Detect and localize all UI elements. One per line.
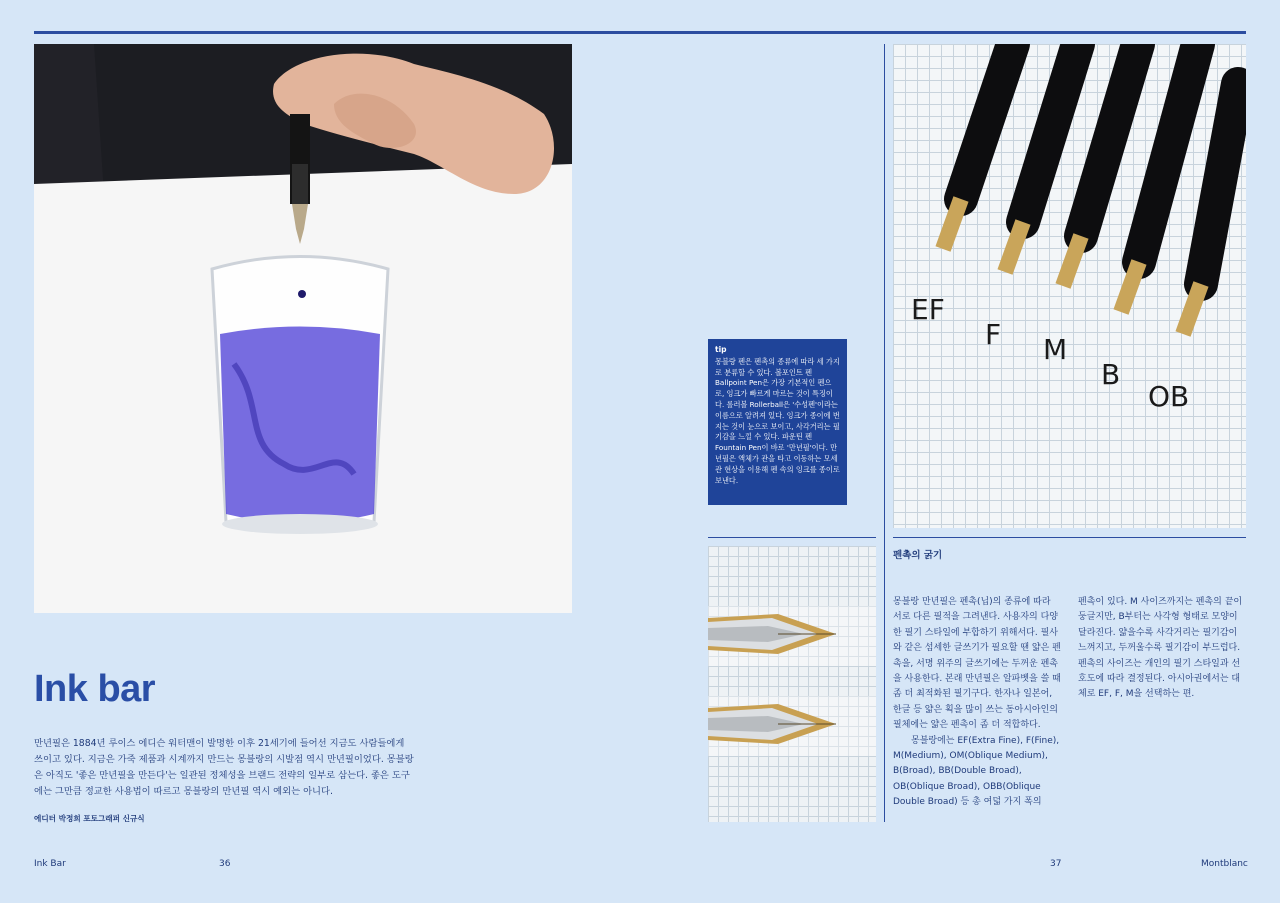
- column-divider: [884, 44, 885, 822]
- nib-label-m: M: [1043, 333, 1068, 366]
- pen-nib: [1121, 262, 1139, 312]
- nib-label-ef: EF: [911, 293, 945, 326]
- nib-label-f: F: [985, 318, 1002, 351]
- page-number-left: 36: [219, 859, 231, 869]
- pen-body: [1201, 84, 1238, 284]
- nib-label-b: B: [1101, 358, 1121, 391]
- nib-label-ob: OB: [1148, 380, 1190, 413]
- credits: 에디터 박정희 포토그래퍼 신규식: [34, 814, 145, 823]
- tip-label: tip: [715, 345, 727, 354]
- footer-right-label: Montblanc: [1201, 859, 1248, 869]
- ink-glass-photo: [34, 44, 572, 613]
- body-paragraph-2: 몽블랑에는 EF(Extra Fine), F(Fine), M(Medium), OM(Oblique Medium), B(Broad), BB(Double Broad), OB(Oblique Broad), OBB(Oblique Double Broad) 등 총 여덟 가지 폭의: [893, 735, 1060, 808]
- pen-body: [961, 44, 1013, 199]
- divider-left: [708, 537, 876, 538]
- pen-body: [1139, 44, 1198, 262]
- footer-left-label: Ink Bar: [34, 859, 66, 869]
- pen-body: [1081, 44, 1138, 236]
- pen-nib: [1063, 236, 1081, 286]
- divider-right: [893, 537, 1246, 538]
- page-number-right: 37: [1050, 859, 1062, 869]
- pen-body: [1023, 44, 1078, 222]
- pen-nib: [1005, 222, 1023, 272]
- tip-box: [708, 339, 847, 505]
- body-column-2: 펜촉이 있다. M 사이즈까지는 펜촉의 끝이 둥글지만, B부터는 사각형 형태로 모양이 달라진다. 얇을수록 사각거리는 필기감이 느껴지고, 두꺼울수록 필기감이 부드럽다. 펜촉의 사이즈는 개인의 필기 스타일과 선호도에 따라 결정된다. 아시아권에서는 대체로 EF, F, M을 선택하는 편.: [1078, 597, 1243, 700]
- tip-text: 몽블랑 펜은 펜촉의 종류에 따라 세 가지로 분류할 수 있다. 볼포인트 펜 Ballpoint Pen은 가장 기본적인 펜으로, 잉크가 빠르게 마르는 것이 특징이다. 롤러볼 Rollerball은 '수성펜'이라는 이름으로 알려져 있다. 잉크가 종이에 번지는 것이 눈으로 보이고, 사각거리는 필기감을 느낄 수 있다. 파운틴 펜 Fountain Pen이 바로 '만년필'이다. 만년필은 액체가 관을 타고 이동하는 모세관 현상을 이용해 펜 속의 잉크를 종이로 보낸다.: [715, 356, 840, 485]
- body-column-1: [893, 595, 1061, 811]
- intro-paragraph: 만년필은 1884년 루이스 에디슨 워터맨이 발명한 이후 21세기에 들어선 지금도 사람들에게 쓰이고 있다. 지금은 가죽 제품과 시계까지 만드는 몽블랑의 시발점 역시 만년필이었다. 몽블랑은 아직도 '좋은 만년필을 만든다'는 일관된 정체성을 브랜드 전략의 일부로 삼는다. 좋은 도구에는 그만큼 정교한 사용법이 따르고 몽블랑의 만년필 역시 예외는 아니다.: [34, 738, 414, 797]
- nib-closeup-photo: [708, 546, 876, 822]
- pen-nib: [943, 199, 961, 249]
- page-title: Ink bar: [34, 668, 156, 710]
- section-heading: 펜촉의 굵기: [893, 550, 943, 561]
- nib-sizes-photo: [893, 44, 1246, 528]
- body-paragraph-1: 몽블랑 만년필은 펜촉(닙)의 종류에 따라 서로 다른 필적을 그려낸다. 사용자의 다양한 필기 스타일에 부합하기 위해서다. 필사와 같은 섬세한 글쓰기가 필요할 땐 얇은 펜촉을, 서명 위주의 글쓰기에는 두꺼운 펜촉을 사용한다. 본래 만년필은 알파벳을 쓸 때 좀 더 최적화된 필기구다. 한자나 일본어, 한글 등 얇은 획을 많이 쓰는 동아시아인의 필체에는 얇은 펜촉이 좀 더 적합하다.: [893, 597, 1061, 731]
- pen-nib: [1183, 284, 1201, 334]
- top-rule: [34, 31, 1246, 34]
